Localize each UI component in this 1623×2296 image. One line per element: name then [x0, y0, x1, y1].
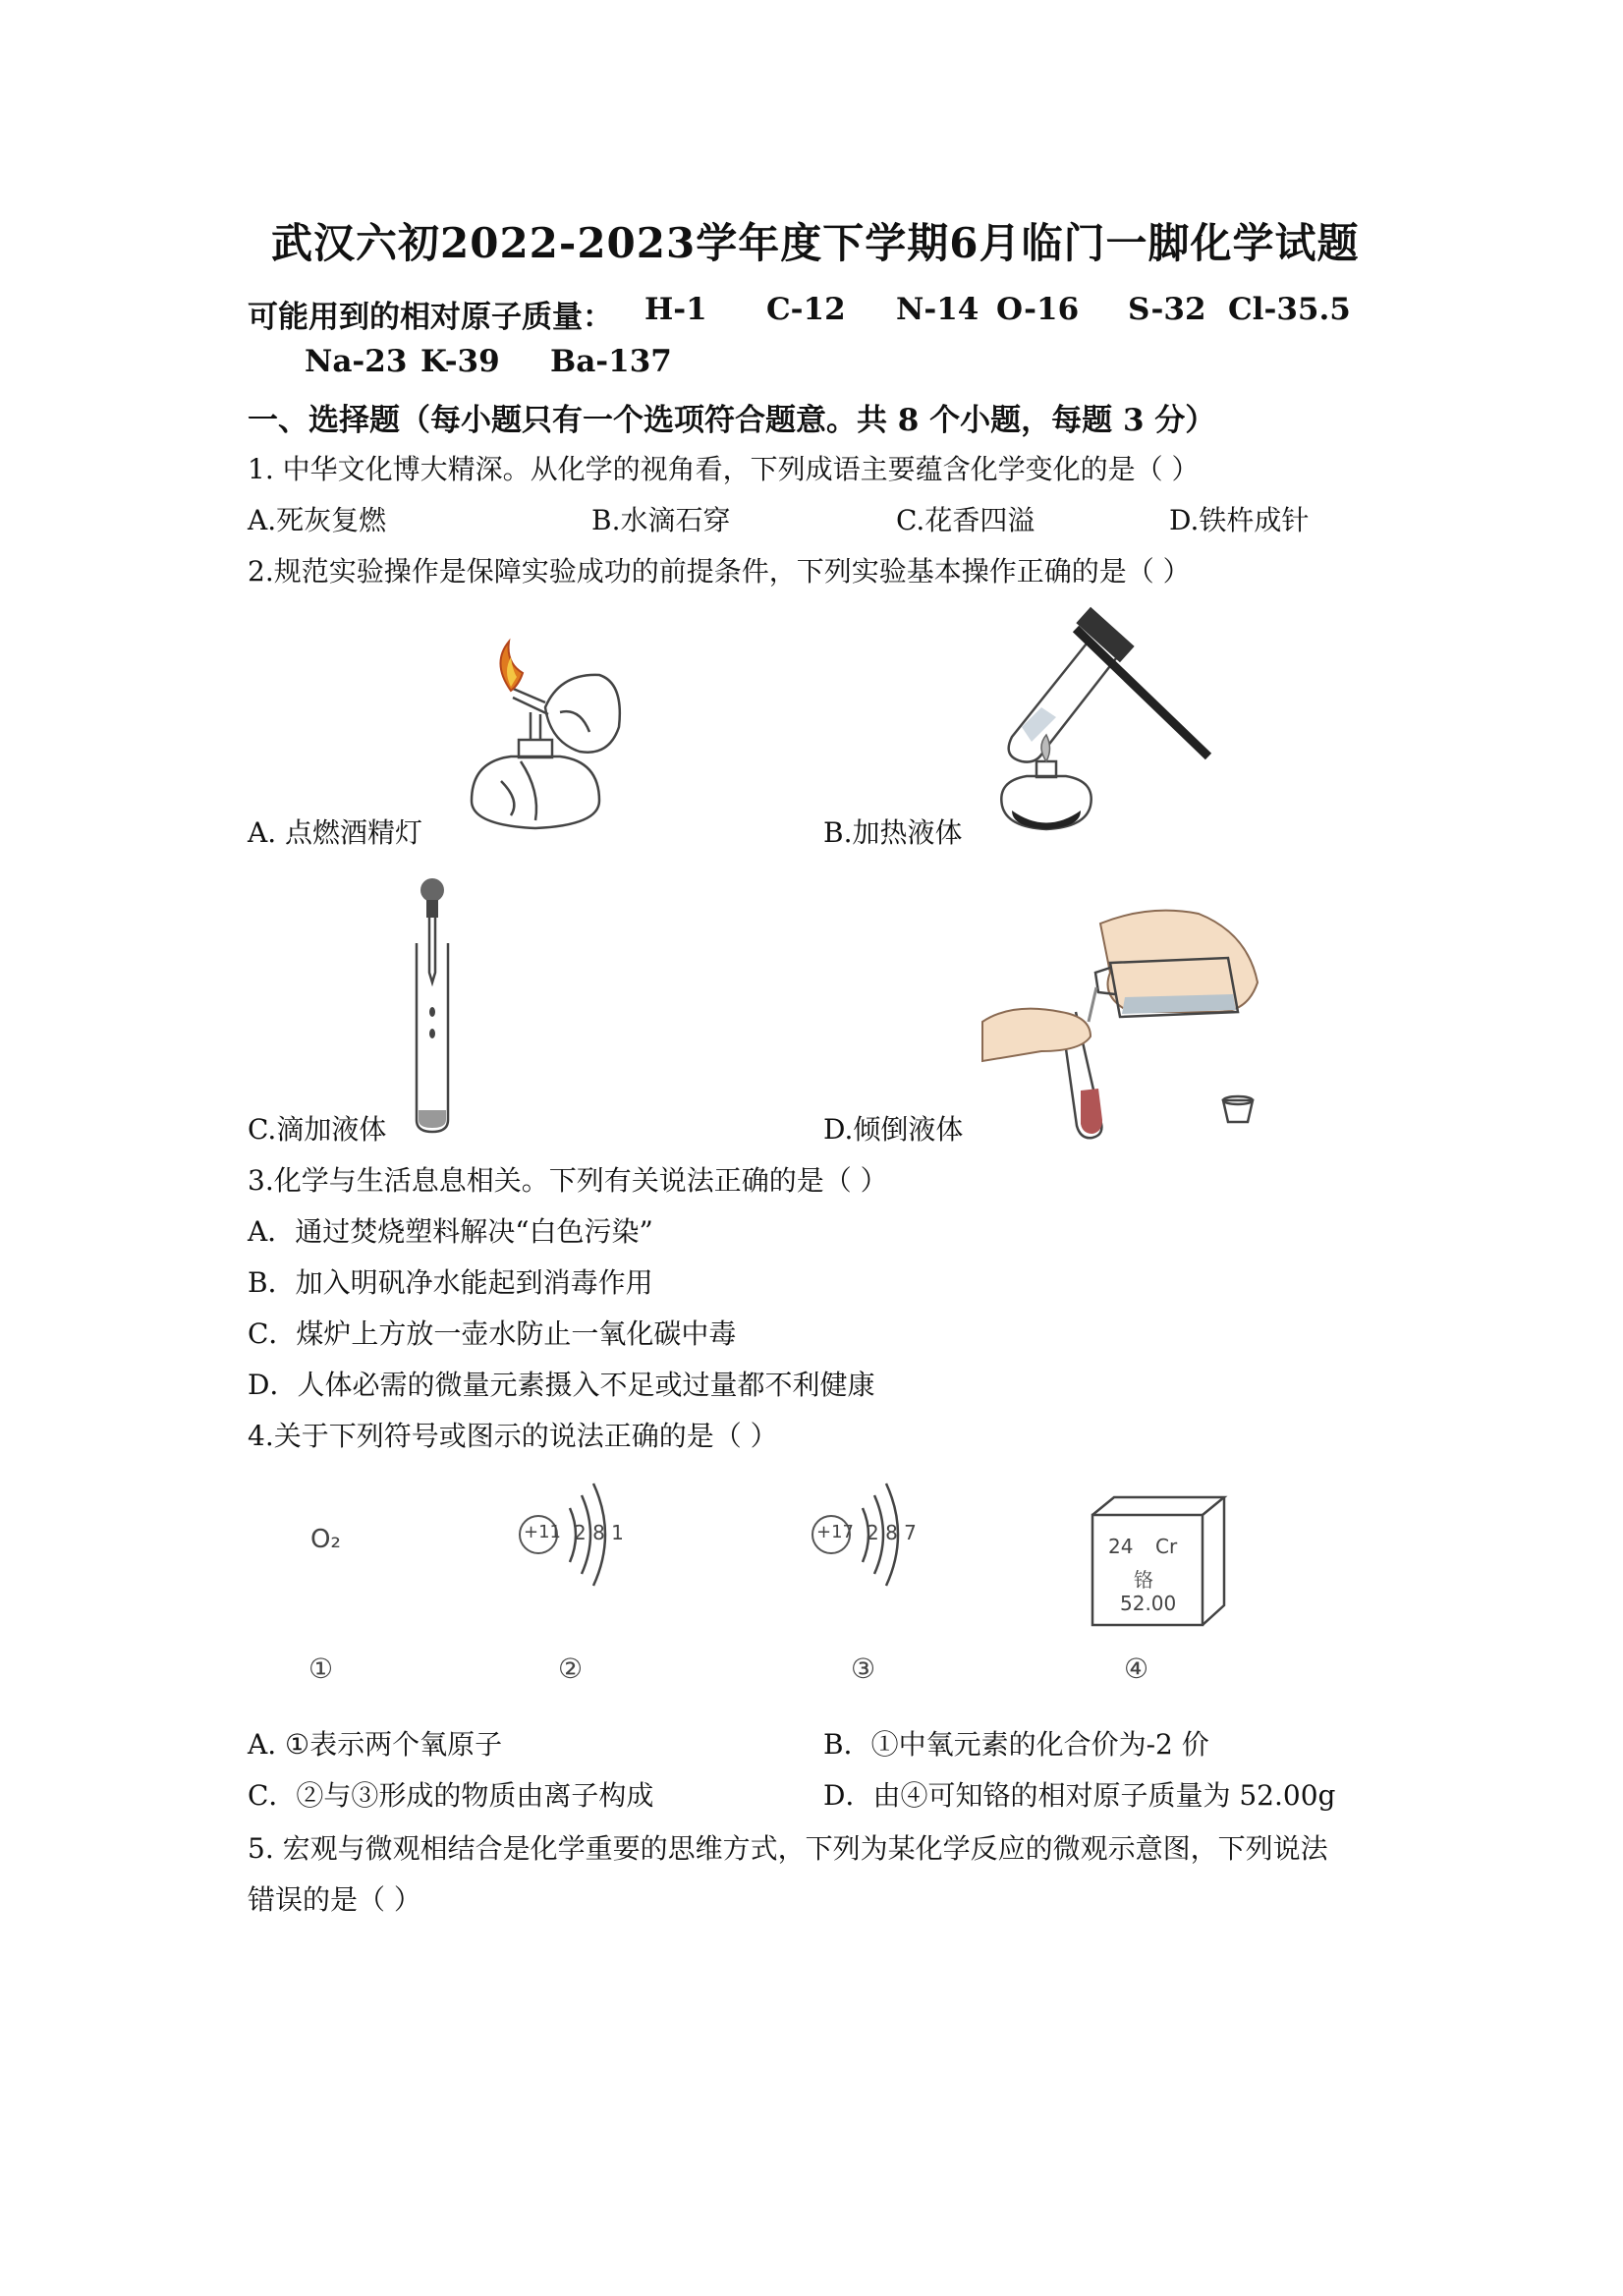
q4-fig3-shells: 2 8 7 — [867, 1521, 917, 1544]
q2-option-b: B.加热液体 — [823, 816, 963, 849]
atomic-mass-na: Na-23 — [305, 344, 408, 379]
q2-option-a: A. 点燃酒精灯 — [248, 816, 423, 849]
q4-fig4-number: 24 — [1108, 1535, 1134, 1558]
q1-option-a: A.死灰复燃 — [248, 504, 387, 536]
q4-option-c: C．②与③形成的物质由离子构成 — [248, 1779, 654, 1812]
q4-stem: 4.关于下列符号或图示的说法正确的是（ ） — [248, 1420, 778, 1452]
q4-option-d: D．由④可知铬的相对原子质量为 52.00g — [823, 1779, 1336, 1812]
q4-marker-2: ② — [558, 1652, 584, 1685]
q2-stem: 2.规范实验操作是保障实验成功的前提条件，下列实验基本操作正确的是（ ） — [248, 555, 1191, 588]
atomic-mass-cl: Cl-35.5 — [1228, 292, 1351, 327]
q4-option-a: A. ①表示两个氧原子 — [248, 1728, 503, 1761]
q3-option-d: D．人体必需的微量元素摄入不足或过量都不利健康 — [248, 1369, 875, 1401]
pouring-liquid-figure — [982, 904, 1277, 1140]
q3-option-b: B．加入明矾净水能起到消毒作用 — [248, 1266, 653, 1299]
dropper-test-tube-figure — [403, 874, 462, 1140]
exam-title: 武汉六初2022-2023学年度下学期6月临门一脚化学试题 — [271, 219, 1360, 267]
q4-fig4-mass: 52.00 — [1120, 1592, 1177, 1615]
q5-stem-line1: 5. 宏观与微观相结合是化学重要的思维方式，下列为某化学反应的微观示意图，下列说法 — [248, 1832, 1328, 1865]
q4-fig1-o2: O₂ — [310, 1525, 341, 1554]
atomic-mass-s: S-32 — [1128, 292, 1206, 327]
q3-option-c: C．煤炉上方放一壶水防止一氧化碳中毒 — [248, 1317, 737, 1350]
q3-stem: 3.化学与生活息息相关。下列有关说法正确的是（ ） — [248, 1164, 888, 1197]
q1-option-c: C.花香四溢 — [896, 504, 1035, 536]
q4-fig4-name: 铬 — [1134, 1568, 1153, 1592]
q4-marker-3: ③ — [851, 1652, 876, 1685]
atomic-mass-c: C-12 — [766, 292, 846, 327]
q4-option-b: B．①中氧元素的化合价为-2 价 — [823, 1728, 1209, 1761]
q4-fig2-nucleus: +11 — [524, 1522, 561, 1542]
atomic-mass-o: O-16 — [996, 292, 1080, 327]
q1-option-b: B.水滴石穿 — [591, 504, 731, 536]
q4-fig2-shells: 2 8 1 — [574, 1521, 624, 1544]
q4-marker-1: ① — [308, 1652, 334, 1685]
q4-fig3-nucleus: +17 — [816, 1522, 854, 1542]
heating-test-tube-figure — [982, 609, 1218, 845]
q3-option-a: A．通过焚烧塑料解决“白色污染” — [248, 1215, 653, 1248]
atomic-mass-n: N-14 — [896, 292, 979, 327]
atomic-mass-label: 可能用到的相对原子质量： — [248, 300, 613, 335]
q1-stem: 1. 中华文化博大精深。从化学的视角看，下列成语主要蕴含化学变化的是（ ） — [248, 453, 1200, 485]
q2-option-d: D.倾倒液体 — [823, 1113, 964, 1146]
alcohol-lamp-lighting-figure — [452, 653, 629, 840]
q1-option-d: D.铁杵成针 — [1169, 504, 1310, 536]
q5-stem-line2: 错误的是（ ） — [248, 1883, 421, 1916]
atomic-mass-k: K-39 — [420, 344, 500, 379]
q2-option-c: C.滴加液体 — [248, 1113, 387, 1146]
atomic-mass-h: H-1 — [644, 292, 707, 327]
q4-marker-4: ④ — [1124, 1652, 1149, 1685]
atomic-mass-ba: Ba-137 — [550, 344, 672, 379]
section-heading: 一、选择题（每小题只有一个选项符合题意。共 8 个小题，每题 3 分） — [248, 403, 1216, 438]
q4-fig4-symbol: Cr — [1155, 1535, 1178, 1558]
